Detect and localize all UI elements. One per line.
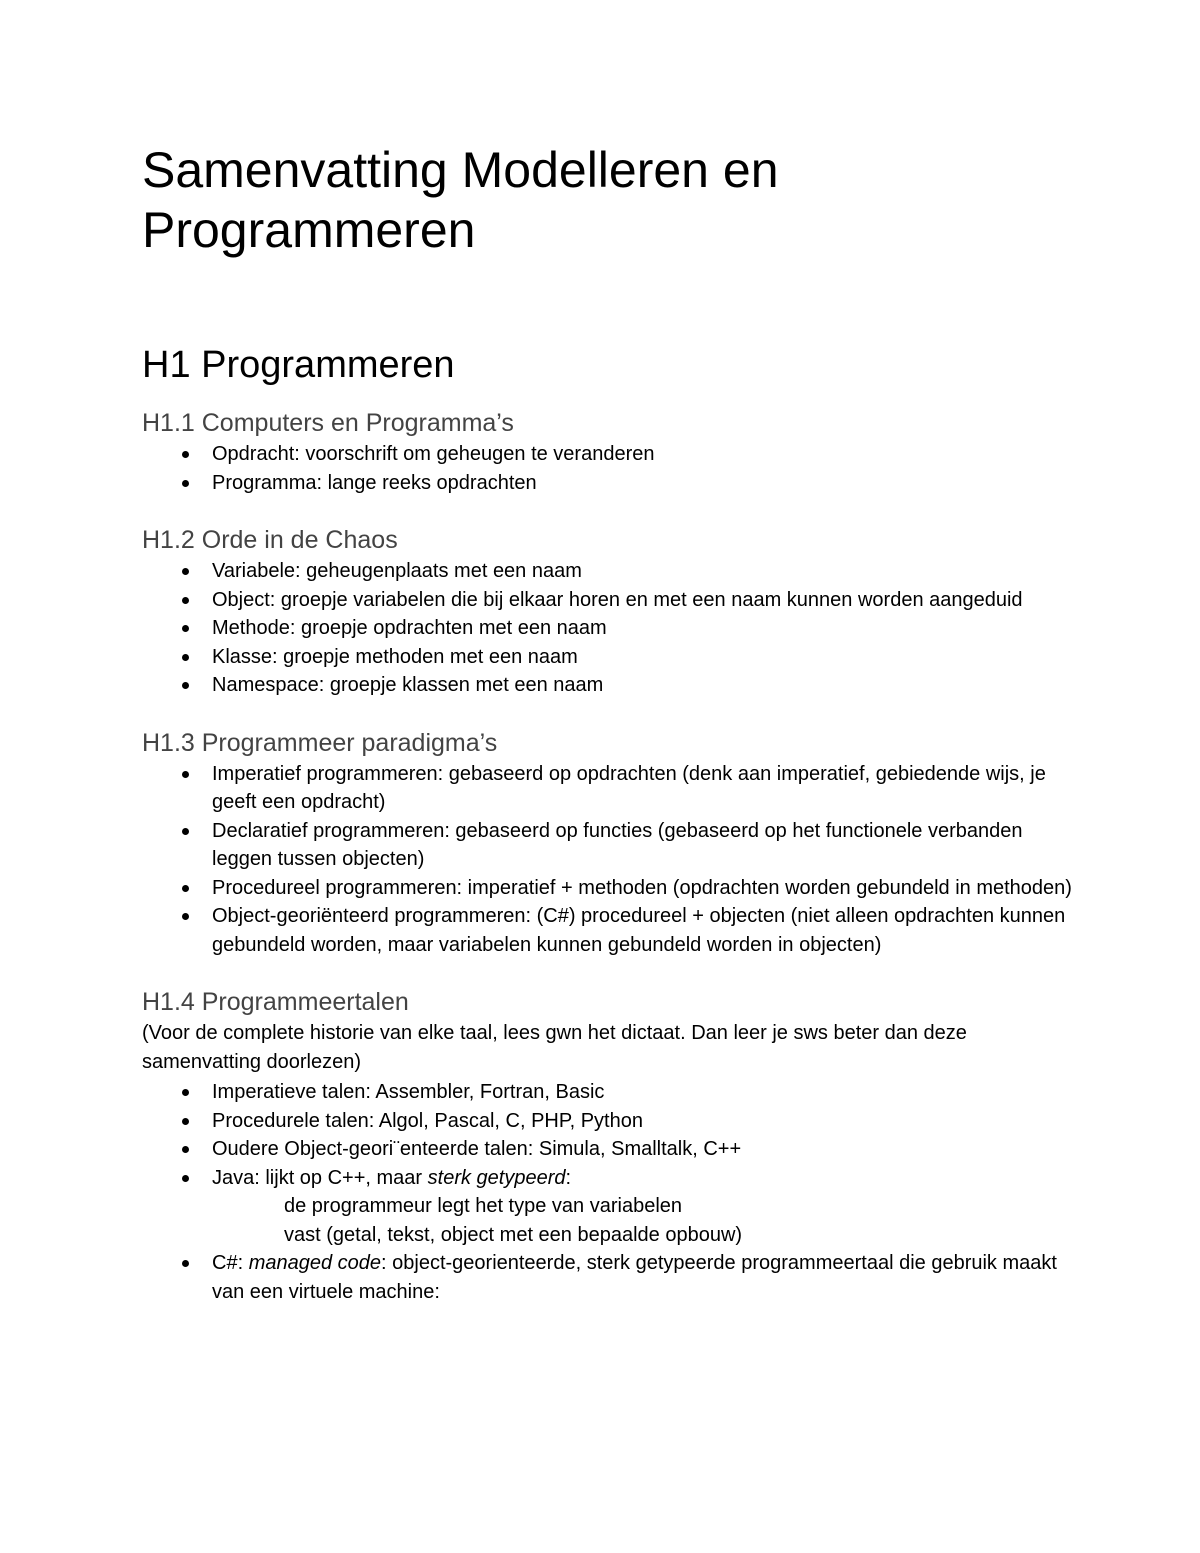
bullet-icon <box>182 568 189 575</box>
bullet-icon <box>182 1175 189 1182</box>
list-item-text: Imperatief programmeren: gebaseerd op opdrachten (denk aan imperatief, gebiedende wijs, je geeft een opdracht) <box>212 762 1046 813</box>
bullet-icon <box>182 1260 189 1267</box>
bullet-icon <box>182 625 189 632</box>
bullet-icon <box>182 1118 189 1125</box>
section-heading: H1.1 Computers en Programma’s <box>142 409 514 437</box>
bullet-icon <box>182 480 189 487</box>
list-item-text: Programma: lange reeks opdrachten <box>212 471 537 494</box>
bullet-icon <box>182 913 189 920</box>
section-heading: H1.2 Orde in de Chaos <box>142 526 398 554</box>
list-item-text: Procedureel programmeren: imperatief + methoden (opdrachten worden gebundeld in methoden) <box>212 876 1072 899</box>
chapter-heading: H1 Programmeren <box>142 344 455 386</box>
list-item <box>142 902 1072 959</box>
bullet-icon <box>182 1146 189 1153</box>
list-item <box>142 1107 1072 1136</box>
list-item-csharp <box>142 1249 1072 1306</box>
bullet-list <box>142 760 1072 960</box>
list-item <box>142 614 1072 643</box>
java-prefix: Java: lijkt op C++, maar <box>212 1166 428 1189</box>
list-item <box>142 874 1072 903</box>
section-1-3 <box>142 728 1072 960</box>
list-item-text: Declaratief programmeren: gebaseerd op functies (gebaseerd op het functionele verbanden leggen tussen objecten) <box>212 819 1023 870</box>
list-item-text: Imperatieve talen: Assembler, Fortran, Basic <box>212 1081 605 1103</box>
section-intro: (Voor de complete historie van elke taal, lees gwn het dictaat. Dan leer je sws beter dan deze samenvatting doorlezen) <box>142 1022 967 1073</box>
list-item <box>142 760 1072 817</box>
bullet-list <box>142 557 1072 700</box>
list-item-text: Object-georiënteerd programmeren: (C#) procedureel + objecten (niet alleen opdrachten kunnen gebundeld worden, maar variabelen kunnen gebundeld worden in objecten) <box>212 905 1066 956</box>
list-item <box>142 1135 1072 1164</box>
bullet-icon <box>182 597 189 604</box>
bullet-icon <box>182 654 189 661</box>
section-heading: H1.4 Programmeertalen <box>142 988 409 1016</box>
bullet-icon <box>182 451 189 458</box>
bullet-icon <box>182 771 189 778</box>
bullet-list <box>142 440 1072 497</box>
list-item-text: Opdracht: voorschrift om geheugen te veranderen <box>212 443 655 465</box>
list-item-text: Methode: groepje opdrachten met een naam <box>212 617 607 639</box>
document-title: Samenvatting Modelleren en Programmeren <box>142 142 779 258</box>
bullet-icon <box>182 885 189 892</box>
list-item <box>142 469 1072 498</box>
list-item-text: Object: groepje variabelen die bij elkaar horen en met een naam kunnen worden aangeduid <box>212 588 1023 611</box>
list-item <box>142 586 1072 615</box>
section-heading: H1.3 Programmeer paradigma’s <box>142 728 498 757</box>
java-emphasis: sterk getypeerd <box>427 1166 566 1189</box>
list-item-text: Klasse: groepje methoden met een naam <box>212 645 578 668</box>
list-item <box>142 817 1072 874</box>
list-item <box>142 440 1072 469</box>
section-1-2 <box>142 525 1072 700</box>
list-item <box>142 557 1072 586</box>
bullet-icon <box>182 682 189 689</box>
java-suffix: : <box>565 1166 572 1189</box>
section-1-4 <box>142 987 1072 1306</box>
bullet-icon <box>182 1089 189 1096</box>
csharp-emphasis: managed code <box>248 1252 382 1274</box>
bullet-list <box>142 1078 1072 1306</box>
list-item <box>142 643 1072 672</box>
java-line-3: vast (getal, tekst, object met een bepaalde opbouw) <box>284 1223 743 1246</box>
bullet-icon <box>182 828 189 835</box>
list-item-text: Oudere Object-geori¨enteerde talen: Simula, Smalltalk, C++ <box>212 1138 742 1160</box>
list-item <box>142 1078 1072 1107</box>
csharp-suffix: : object-georienteerde, sterk getypeerde programmeertaal die gebruik maakt van een virtuele machine: <box>212 1252 1057 1303</box>
list-item-text: Namespace: groepje klassen met een naam <box>212 674 604 696</box>
java-line-2: de programmeur legt het type van variabelen <box>284 1195 683 1217</box>
list-item-java <box>142 1164 1072 1250</box>
list-item <box>142 671 1072 700</box>
list-item-text: Procedurele talen: Algol, Pascal, C, PHP, Python <box>212 1109 643 1132</box>
document-content <box>142 140 1072 1306</box>
section-1-1 <box>142 408 1072 497</box>
csharp-prefix: C#: <box>212 1252 249 1274</box>
list-item-text: Variabele: geheugenplaats met een naam <box>212 560 582 582</box>
